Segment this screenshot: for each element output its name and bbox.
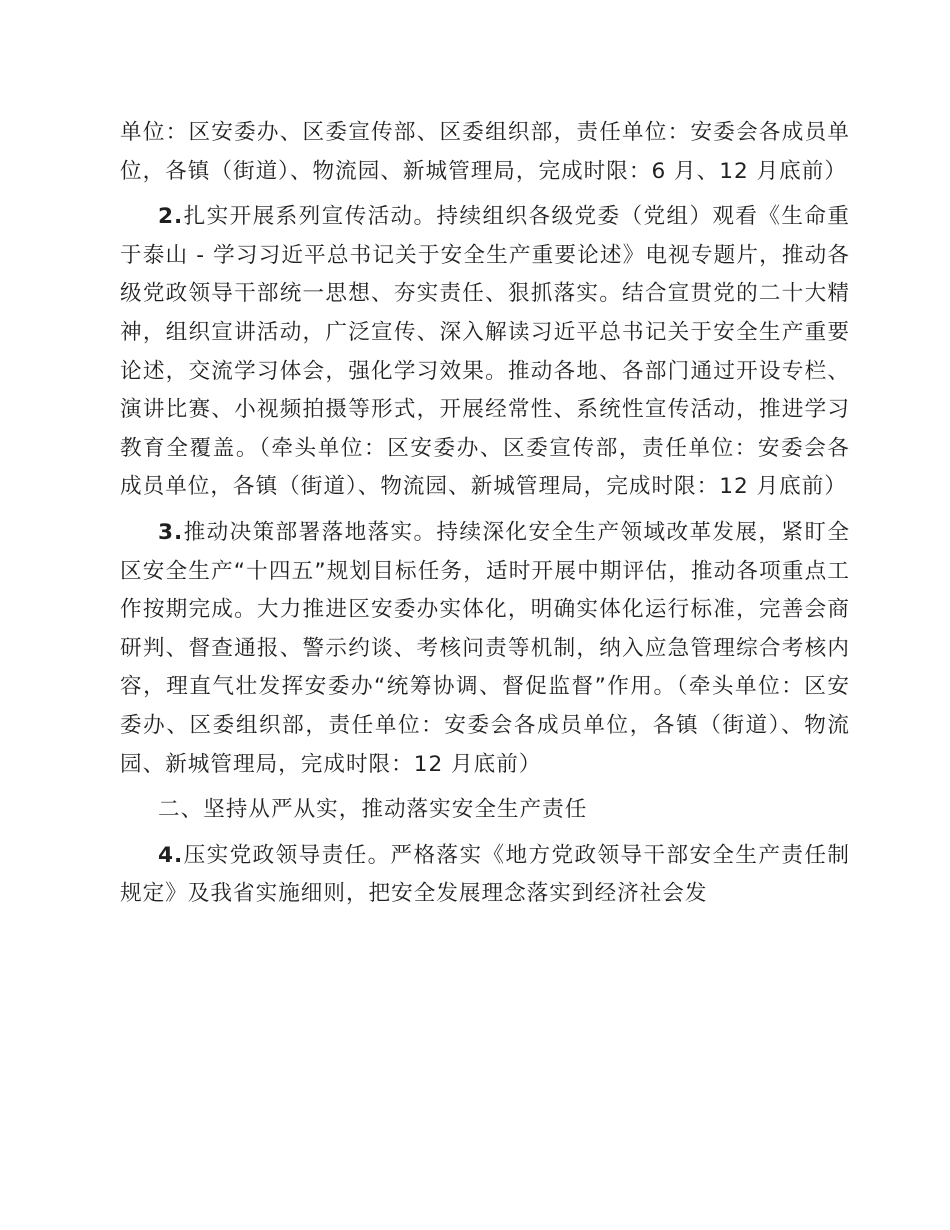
- paragraph-text: 单位：区安委办、区委宣传部、区委组织部，责任单位：安委会各成员单位，各镇（街道）、物流园、新城管理局，完成时限：6 月、12 月底前）: [120, 120, 850, 184]
- section-heading: [120, 791, 850, 830]
- paragraph-text: 推动决策部署落地落实。持续深化安全生产领域改革发展，紧盯全区安全生产“十四五”规划目标任务，适时开展中期评估，推动各项重点工作按期完成。大力推进区安委办实体化，明确实体化运行标准，完善会商研判、督查通报、警示约谈、考核问责等机制，纳入应急管理综合考核内容，理直气壮发挥安委办“统筹协调、督促监督”作用。（牵头单位：区安委办、区委组织部，责任单位：安委会各成员单位，各镇（街道）、物流园、新城管理局，完成时限：12 月底前）: [120, 519, 850, 777]
- paragraph-item-2: [120, 198, 850, 507]
- paragraph-text: 扎实开展系列宣传活动。持续组织各级党委（党组）观看《生命重于泰山 - 学习习近平总书记关于安全生产重要论述》电视专题片，推动各级党政领导干部统一思想、夯实责任、狠抓落实。结合宣贯党的二十大精神，组织宣讲活动，广泛宣传、深入解读习近平总书记关于安全生产重要论述，交流学习体会，强化学习效果。推动各地、各部门通过开设专栏、演讲比赛、小视频拍摄等形式，开展经常性、系统性宣传活动，推进学习教育全覆盖。（牵头单位：区安委办、区委宣传部，责任单位：安委会各成员单位，各镇（街道）、物流园、新城管理局，完成时限：12 月底前）: [120, 204, 850, 500]
- document-body: [120, 114, 850, 921]
- paragraph-text: 压实党政领导责任。严格落实《地方党政领导干部安全生产责任制规定》及我省实施细则，把安全发展理念落实到经济社会发: [120, 842, 850, 907]
- item-number: 4.: [158, 842, 184, 868]
- paragraph-item-4: [120, 837, 850, 914]
- section-heading-text: 二、坚持从严从实，推动落实安全生产责任: [158, 797, 588, 823]
- paragraph-continuation: [120, 114, 850, 191]
- item-number: 2.: [158, 204, 184, 230]
- item-number: 3.: [158, 519, 184, 545]
- paragraph-item-3: [120, 514, 850, 784]
